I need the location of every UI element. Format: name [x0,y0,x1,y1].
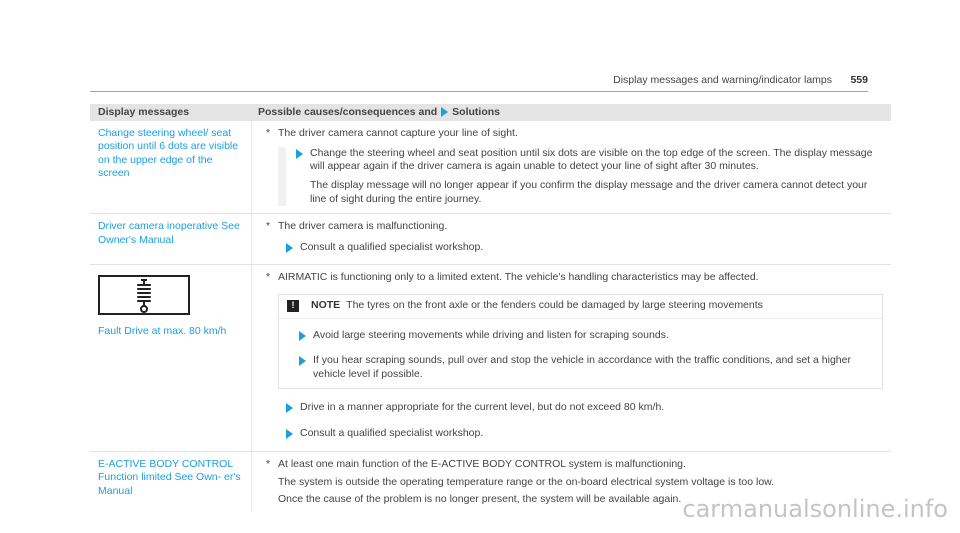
arrow-bullet [286,427,300,444]
note-actions [279,319,882,388]
cause-line [266,127,883,141]
display-message: Fault Drive at max. 80 km/h [98,325,227,338]
note-header [279,295,882,319]
table-row [90,121,891,214]
display-message: Driver camera inoperative See Owner's Manual [90,214,252,264]
cause-text: The driver camera is malfunctioning. [278,220,448,233]
suspension-icon [98,275,190,315]
action-item [266,241,883,258]
column-header-causes-label: Possible causes/consequences and [258,105,438,118]
messages-table [90,104,891,512]
display-message-cell [90,265,252,450]
header-rule [90,91,868,92]
cause-line [266,271,883,285]
action-item [287,354,874,381]
arrow-bullet [299,329,313,346]
cause-line [266,220,883,234]
asterisk: * [266,457,271,470]
play-arrow-icon [286,429,293,439]
display-message: Change steering wheel/ seat position until 6 dots are visible on the upper edge of the screen [90,121,252,213]
asterisk: * [266,271,271,284]
action-text: Consult a qualified specialist workshop. [300,427,484,440]
display-message: E-ACTIVE BODY CONTROL Function limited See Own- er's Manual [90,452,252,512]
asterisk: * [266,220,271,233]
arrow-bullet [286,241,300,258]
cause-cell [252,265,891,450]
cause-detail: The system is outside the operating temperature range or the on-board electrical system voltage is too low. [278,475,775,488]
cause-text: At least one main function of the E-ACTIVE BODY CONTROL system is malfunctioning. [278,457,686,470]
play-arrow-icon [441,107,448,117]
play-arrow-icon [286,403,293,413]
action-bar [278,147,286,207]
action-text: Consult a qualified specialist workshop. [300,240,484,253]
arrow-bullet [286,401,300,418]
column-header-solutions-label: Solutions [452,105,501,118]
arrow-bullet [299,354,313,381]
page-number: 559 [850,74,868,86]
action-block [266,147,883,209]
action-item [287,329,874,346]
action-text: Avoid large steering movements while driving and listen for scraping sounds. [313,328,669,341]
column-header-messages: Display messages [98,105,190,118]
action-text: If you hear scraping sounds, pull over and stop the vehicle in accordance with the traffic conditions, and set a higher vehicle level if possible. [313,354,851,381]
header-title: Display messages and warning/indicator lamps [613,74,832,86]
cause-detail: Once the cause of the problem is no longer present, the system will be available again. [278,493,682,506]
play-arrow-icon [299,331,306,341]
play-arrow-icon [299,356,306,366]
note-box [278,294,883,389]
cause-text: AIRMATIC is functioning only to a limited extent. The vehicle's handling characteristics may be affected. [278,271,759,284]
table-row [90,214,891,265]
action-paragraph: Change the steering wheel and seat position until six dots are visible on the top edge of the screen. The display message will appear again if the driver camera is again unable to detect your line of sight after 30 minutes. [310,146,873,173]
cause-text: The driver camera cannot capture your line of sight. [278,127,518,139]
action-text: Drive in a manner appropriate for the current level, but do not exceed 80 km/h. [300,400,665,413]
table-header [90,104,891,121]
note-text: The tyres on the front axle or the fenders could be damaged by large steering movements [346,299,763,312]
note-label: NOTE [311,299,341,312]
suspension-spring-graphic [132,279,156,313]
asterisk: * [266,127,271,139]
column-header-causes [252,106,891,120]
cause-cell [252,214,891,264]
action-text [310,147,883,207]
play-arrow-icon [286,243,293,253]
action-item [266,401,883,418]
action-item [266,427,883,444]
play-arrow-icon [296,149,303,159]
table-row [90,265,891,451]
page-header [90,74,868,88]
action-paragraph: The display message will no longer appear if you confirm the display message and the driver camera cannot detect your line of sight during the entire journey. [310,178,868,205]
watermark: carmanualsonline.info [682,494,948,523]
cause-line [266,458,883,472]
warning-icon: ! [287,300,299,312]
cause-cell [252,121,891,213]
arrow-bullet [296,147,310,207]
